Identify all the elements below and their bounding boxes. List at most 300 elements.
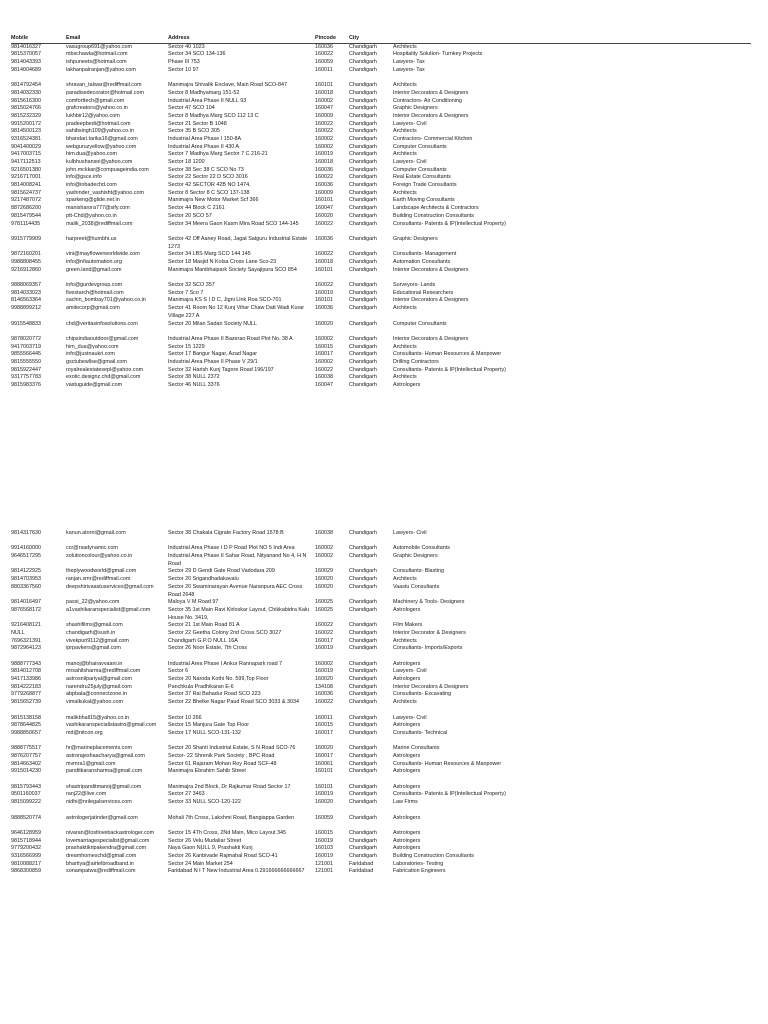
header-mobile: Mobile	[11, 35, 29, 41]
cell-email: him.dua@yahoo.com	[66, 151, 118, 158]
cell-city: Chandigarh	[349, 289, 377, 296]
cell-address: Sector 15 1229	[168, 343, 205, 350]
header-address: Address	[168, 35, 190, 41]
cell-category: Astrologers	[393, 783, 421, 790]
cell-mobile: 9814663402	[11, 760, 41, 767]
cell-pincode: 160038	[315, 374, 333, 381]
cell-mobile: 9417112513	[11, 159, 41, 165]
cell-category: Lawyers- Civil	[393, 159, 427, 165]
cell-mobile: 9814703953	[11, 576, 41, 583]
table-row	[11, 290, 751, 298]
table-row	[11, 82, 751, 90]
cell-pincode: 160019	[315, 668, 333, 675]
cell-pincode: 160018	[315, 258, 333, 265]
cell-city: Chandigarh	[349, 691, 377, 698]
cell-pincode: 160015	[315, 722, 333, 729]
table-row	[11, 661, 751, 669]
cell-address: Sector 15 4Th Cross, 2Nd Main, Mico Layout 345	[168, 829, 287, 836]
cell-email: prashaktikripakendra@gmail.com	[66, 845, 147, 852]
cell-category: Marine Consultants	[393, 745, 440, 752]
cell-pincode: 160103	[315, 845, 333, 852]
cell-address: Manimajra 2nd Block, Dr Rajkumar Road Sector 17	[168, 783, 291, 790]
cell-email: sachin_bombay701@yahoo.co.in	[66, 297, 146, 304]
cell-email: amitecorp@gmail.com	[66, 305, 120, 312]
cell-address: Industrial Area Phase II Phase V 29/1	[168, 358, 258, 365]
cell-category: Architects	[393, 699, 417, 706]
cell-pincode: 160019	[315, 791, 333, 798]
cell-address: Sector 37 Rai Bahadur Road SCO 223	[168, 691, 261, 698]
cell-address: Sector 35 1st Main Ravi Kirloskar Layout, Chikkabidra Kalu House No. 3419,	[168, 606, 310, 621]
table-row	[11, 90, 751, 98]
cell-email: royalrealestatesepl@yahoo.com	[66, 366, 144, 373]
cell-email: nidhi@nrilegalservices.com	[66, 799, 132, 806]
cell-category: Surveyors- Lands	[393, 282, 436, 289]
cell-address: Sector 6	[168, 668, 189, 675]
cell-mobile: 9888775517	[11, 745, 41, 752]
spacer-row	[11, 738, 751, 746]
cell-address: Faridabad N I T New Industrial Area 0.291666666666667	[168, 868, 305, 875]
cell-mobile: 9814012708	[11, 668, 41, 675]
table-row	[11, 359, 751, 367]
table-row	[11, 167, 751, 175]
cell-city: Chandigarh	[349, 374, 377, 381]
cell-mobile: 9216408121	[11, 622, 41, 629]
table-row	[11, 351, 751, 359]
cell-email: vini@mayflowerworldwide.com	[66, 251, 140, 258]
cell-address: Manimajra KS S I D C, Jigni Link Roa SCO-701	[168, 297, 282, 304]
cell-category: Consultants- Blasting	[393, 568, 444, 575]
cell-pincode: 160101	[315, 768, 333, 775]
table-row	[11, 668, 751, 676]
header-city: City	[349, 35, 360, 41]
cell-address: Sector 20 SCO 57	[168, 212, 212, 219]
cell-address: Chandigarh G.P.O NULL 16A	[168, 637, 238, 644]
cell-pincode: 160002	[315, 335, 333, 342]
cell-mobile: 9915200172	[11, 120, 41, 127]
cell-category: Lawyers- Tax	[393, 66, 425, 73]
cell-category: Hospitality Solution- Turnkey Projects	[393, 51, 483, 58]
cell-address: Industrial Area Phase II 430 A	[168, 143, 240, 150]
cell-address: Industrial Area Phase I D P Road Plot NO 5 Indi Area	[168, 545, 295, 552]
cell-category: Building Construction Consultants	[393, 852, 474, 859]
cell-pincode: 160020	[315, 320, 333, 327]
cell-email: pradeepbedi@hotmail.com	[66, 120, 131, 127]
cell-address: Sector 26 Kanbivade Rajmahal Road SCO-41	[168, 852, 278, 859]
cell-address: Manimajra New Motor Market Scf 366	[168, 197, 259, 204]
cell-email: malik_2038@rediffmail.com	[66, 220, 133, 227]
cell-email: vimalkukal@yahoo.com	[66, 699, 124, 706]
table-row	[11, 584, 751, 599]
table-row	[11, 799, 751, 807]
table-row	[11, 753, 751, 761]
cell-email: comforttech@gmail.com	[66, 97, 125, 104]
cell-pincode: 160019	[315, 837, 333, 844]
cell-address: Sector 26 Noor Estate, 7th Cross	[168, 645, 248, 652]
cell-email: manoj@bhairavvaani.in	[66, 660, 123, 667]
cell-city: Chandigarh	[349, 343, 377, 350]
cell-category: Consultants- Imports/Exports	[393, 645, 463, 652]
cell-category: Automation Consultants	[393, 258, 451, 265]
table-row	[11, 730, 751, 738]
table-body-page-1	[11, 44, 751, 390]
cell-city: Chandigarh	[349, 799, 377, 806]
table-row	[11, 861, 751, 869]
cell-city: Chandigarh	[349, 845, 377, 852]
cell-city: Chandigarh	[349, 82, 377, 89]
cell-address: Sector 18 Masjid N Kolsa Cross Lane Sco-23	[168, 258, 277, 265]
header-row	[11, 35, 751, 44]
cell-category: Architects	[393, 374, 417, 381]
cell-address: Sector 8 Sector 8 C SCO 137-138	[168, 189, 250, 196]
cell-mobile: 9501160037	[11, 791, 41, 798]
cell-email: md@nitcon.org	[66, 729, 103, 736]
cell-mobile: 9878644825	[11, 722, 41, 729]
cell-email: shastripanditmanoj@gmail.com	[66, 783, 142, 790]
cell-category: Vaastu Consultants	[393, 583, 440, 590]
cell-pincode: 160022	[315, 174, 333, 181]
cell-pincode: 160018	[315, 89, 333, 96]
cell-address: Sector 7 Madhya Marg Sector 7 C 216-21	[168, 151, 268, 158]
cell-email: a1vashikaranspecialist@gmail.com	[66, 606, 151, 613]
cell-email: info@justnaukri.com	[66, 351, 115, 358]
cell-city: Chandigarh	[349, 606, 377, 613]
table-row	[11, 745, 751, 753]
cell-pincode: 160020	[315, 583, 333, 590]
cell-city: Chandigarh	[349, 43, 377, 50]
table-row	[11, 136, 751, 144]
cell-mobile: 9814500123	[11, 128, 41, 135]
cell-city: Chandigarh	[349, 159, 377, 165]
cell-city: Chandigarh	[349, 128, 377, 135]
cell-category: Graphic Designers	[393, 105, 438, 112]
table-row	[11, 367, 751, 375]
table-row	[11, 144, 751, 152]
cell-pincode: 160022	[315, 128, 333, 135]
cell-pincode: 160022	[315, 699, 333, 706]
cell-city: Chandigarh	[349, 660, 377, 667]
cell-category: Astrologers	[393, 837, 421, 844]
cell-pincode: 160011	[315, 714, 333, 721]
spacer-row	[11, 776, 751, 784]
cell-address: Sector 22 Geetha Colony 2nd Cross SCO 3027	[168, 629, 282, 636]
cell-mobile: 9815624737	[11, 189, 41, 196]
table-row	[11, 190, 751, 198]
cell-pincode: 160002	[315, 97, 333, 104]
cell-email: sonampatwa@rediffmail.com	[66, 868, 136, 875]
cell-mobile: 9868300859	[11, 868, 41, 875]
cell-address: Sector 27 3463	[168, 791, 205, 798]
cell-city: Chandigarh	[349, 59, 377, 66]
cell-email: shashifilms@gmail.com	[66, 622, 123, 629]
cell-pincode: 160009	[315, 189, 333, 196]
cell-email: gsctubewllse@gmail.com	[66, 358, 127, 365]
table-row	[11, 221, 751, 236]
cell-pincode: 160047	[315, 382, 333, 388]
cell-category: Computer Consultants	[393, 320, 447, 327]
cell-mobile: 9815232329	[11, 112, 41, 119]
cell-city: Chandigarh	[349, 599, 377, 606]
cell-mobile: 9217487072	[11, 197, 41, 204]
cell-category: Interior Decorators & Designers	[393, 89, 469, 96]
table-body-page-2	[11, 530, 751, 884]
cell-mobile: 9814043393	[11, 59, 41, 66]
cell-pincode: 134108	[315, 683, 333, 690]
cell-pincode: 160011	[315, 66, 333, 73]
header-pincode: Pincode	[315, 35, 336, 41]
cell-category: Drilling Contractors	[393, 358, 439, 365]
cell-city: Chandigarh	[349, 530, 377, 536]
table-row	[11, 98, 751, 106]
cell-address: Sector 44 Block C 2161	[168, 205, 225, 212]
cell-city: Chandigarh	[349, 676, 377, 683]
cell-email: astrosnilpariyal@gmail.com	[66, 676, 132, 683]
table-row	[11, 645, 751, 653]
cell-pincode: 160036	[315, 235, 333, 242]
spacer-row	[11, 328, 751, 336]
cell-address: Sector 61 Rajaram Mohan Roy Road SCF-48	[168, 760, 277, 767]
cell-pincode: 160059	[315, 814, 333, 821]
spacer-row	[11, 653, 751, 661]
cell-email: vivekpuri9112@gmail.com	[66, 637, 129, 644]
table-row	[11, 676, 751, 684]
cell-city: Chandigarh	[349, 166, 377, 173]
cell-category: Laboratories- Testing	[393, 860, 444, 867]
table-row	[11, 213, 751, 221]
cell-category: Interior Decorator & Designers	[393, 629, 466, 636]
table-row	[11, 282, 751, 290]
table-row	[11, 59, 751, 67]
table-row	[11, 105, 751, 113]
table-row	[11, 622, 751, 630]
cell-category: Lawyers- Civil	[393, 120, 427, 127]
cell-mobile: 9915779909	[11, 235, 41, 242]
cell-mobile: 9417003719	[11, 343, 41, 350]
cell-category: Earth Moving Consultants	[393, 197, 455, 204]
cell-mobile: 9317757783	[11, 374, 41, 381]
cell-category: Astrologers	[393, 676, 421, 683]
cell-category: Astrologers	[393, 768, 421, 775]
cell-email: green.land@gmail.com	[66, 266, 122, 273]
cell-city: Chandigarh	[349, 768, 377, 775]
table-row	[11, 128, 751, 136]
table-row	[11, 51, 751, 59]
cell-pincode: 160019	[315, 151, 333, 158]
header-email: Email	[66, 35, 81, 41]
sheet-page-1	[11, 35, 751, 390]
table-row	[11, 691, 751, 699]
cell-email: vashikaranspecialistastro@gmail.com	[66, 722, 157, 729]
cell-city: Chandigarh	[349, 545, 377, 552]
cell-pincode: 160038	[315, 530, 333, 536]
cell-email: theplywoodworld@gmail.com	[66, 568, 137, 575]
cell-address: Sector 15 Manjura Gate Top Floor	[168, 722, 250, 729]
cell-mobile: 9041400029	[11, 143, 41, 150]
cell-city: Chandigarh	[349, 714, 377, 721]
cell-pincode: 160017	[315, 637, 333, 644]
cell-address: Sector 20 Milan Sadan Society NULL	[168, 320, 257, 327]
cell-city: Chandigarh	[349, 745, 377, 752]
cell-pincode: 160017	[315, 729, 333, 736]
cell-email: narendru25july@gmail.com	[66, 683, 132, 690]
table-row	[11, 121, 751, 129]
cell-category: Fabrication Engineers	[393, 868, 446, 875]
cell-category: Consultants- Excavating	[393, 691, 452, 698]
cell-city: Chandigarh	[349, 583, 377, 590]
cell-email: chipsindiaoutdoor@gmail.com	[66, 335, 139, 342]
cell-city: Chandigarh	[349, 320, 377, 327]
table-row	[11, 267, 751, 282]
table-row	[11, 868, 751, 883]
cell-category: Architects	[393, 151, 417, 158]
cell-email: passi_22@yahoo.com	[66, 599, 120, 606]
cell-category: Astrologers	[393, 845, 421, 852]
cell-email: ranjan.smr@rediffmail.com	[66, 576, 131, 583]
cell-address: Sector 46 NULL 3376	[168, 382, 220, 388]
cell-email: lukhbir12@yahoo.com	[66, 112, 120, 119]
table-row	[11, 67, 751, 75]
cell-pincode: 160101	[315, 266, 333, 273]
cell-address: Sector 38 Chakala Cigrate Factory Road 1578 B	[168, 530, 284, 536]
cell-pincode: 160047	[315, 205, 333, 212]
cell-mobile: 9815138158	[11, 714, 41, 721]
cell-email: astrologerjatinder@gmail.com	[66, 814, 138, 821]
cell-mobile: 9915548833	[11, 320, 41, 327]
cell-category: Architects	[393, 576, 417, 583]
cell-mobile: 8146563364	[11, 297, 41, 304]
table-row	[11, 791, 751, 799]
table-row	[11, 599, 751, 607]
table-row	[11, 251, 751, 259]
cell-category: Graphic Designers	[393, 553, 438, 560]
cell-pincode: 160018	[315, 159, 333, 165]
cell-city: Chandigarh	[349, 97, 377, 104]
cell-email: ranj22@live.com	[66, 791, 107, 798]
table-row	[11, 374, 751, 382]
cell-address: Manimajra Ebrahim Sahib Street	[168, 768, 246, 775]
cell-category: Consultants- Human Resources & Manpower	[393, 760, 502, 767]
cell-email: solutioncolour@yahoo.co.in	[66, 553, 133, 560]
cell-city: Chandigarh	[349, 266, 377, 273]
cell-category: Astrologers	[393, 606, 421, 613]
cell-pincode: 160022	[315, 282, 333, 289]
cell-address: Sector 24 Main Market 254	[168, 860, 233, 867]
cell-address: Industrial Area Phase II NULL 93	[168, 97, 247, 104]
cell-pincode: 160022	[315, 251, 333, 258]
cell-category: Architects	[393, 82, 417, 89]
table-row	[11, 336, 751, 344]
cell-category: Architects	[393, 43, 417, 50]
cell-mobile: 9814792454	[11, 82, 41, 89]
cell-email: ccr@rsadynamic.com	[66, 545, 118, 552]
cell-mobile: 9216501380	[11, 166, 41, 173]
cell-city: Chandigarh	[349, 576, 377, 583]
cell-mobile: 9872160201	[11, 251, 41, 258]
cell-pincode: 160002	[315, 545, 333, 552]
cell-category: Astrologers	[393, 829, 421, 836]
cell-email: sahibsingh109@yahoo.co.in	[66, 128, 134, 135]
table-row	[11, 830, 751, 838]
cell-mobile: 9815616300	[11, 97, 41, 104]
cell-category: Computer Consultants	[393, 143, 447, 150]
cell-city: Chandigarh	[349, 637, 377, 644]
cell-pincode: 160101	[315, 197, 333, 204]
table-row	[11, 761, 751, 769]
spacer-row	[11, 538, 751, 546]
cell-city: Chandigarh	[349, 622, 377, 629]
cell-address: Sector 42 Off Aaney Road, Jagat Satguru Industrial Estate 1273	[168, 235, 308, 250]
cell-category: Consultants- Patents & IP(Intellectual Property)	[393, 791, 506, 798]
cell-email: info@gsce.info	[66, 174, 102, 181]
cell-pincode: 160036	[315, 166, 333, 173]
cell-pincode: 160036	[315, 305, 333, 312]
cell-city: Chandigarh	[349, 212, 377, 219]
cell-city: Faridabad	[349, 868, 374, 875]
cell-email: astrorajeshaacharya@gmail.com	[66, 753, 145, 759]
cell-mobile: 9915014230	[11, 768, 41, 775]
cell-mobile: 9814033023	[11, 289, 41, 296]
cell-email: hr@marineplacements.com	[66, 745, 132, 752]
cell-category: Consultants- Management	[393, 251, 457, 258]
table-row	[11, 784, 751, 792]
cell-pincode: 160002	[315, 553, 333, 560]
cell-category: Contractors- Commercial Kitchen	[393, 135, 473, 142]
table-row	[11, 530, 751, 538]
cell-city: Chandigarh	[349, 135, 377, 142]
cell-email: info@nfiautomation.org	[66, 258, 122, 265]
cell-city: Chandigarh	[349, 852, 377, 859]
cell-category: Law Firms	[393, 799, 418, 806]
cell-pincode: 160020	[315, 212, 333, 219]
cell-email: dreamhomeschd@gmail.com	[66, 852, 137, 859]
table-row	[11, 236, 751, 251]
cell-email: mvmra1@gmail.com	[66, 760, 116, 767]
cell-mobile: 9781114435	[11, 220, 41, 227]
cell-pincode: 160022	[315, 120, 333, 127]
cell-email: malikbhall15@yahoo.co.in	[66, 714, 130, 721]
cell-category: Astrologers	[393, 382, 421, 388]
cell-address: Sector 29 D Gendi Gate Road Vadodara 209	[168, 568, 275, 575]
table-row	[11, 151, 751, 159]
cell-email: vastuguide@gmail.com	[66, 382, 123, 388]
table-row	[11, 553, 751, 568]
cell-pincode: 160047	[315, 105, 333, 112]
cell-address: Sector 17 Bangur Nagar, Azad Nagar	[168, 351, 257, 358]
cell-pincode: 160022	[315, 629, 333, 636]
cell-email: kanun.atorni@gmail.com	[66, 530, 126, 536]
cell-mobile: 9815479544	[11, 212, 41, 219]
cell-address: Industrial Area Phase II Bazerao Road Plot No. 38 A	[168, 335, 293, 342]
cell-mobile: 9914160000	[11, 545, 41, 552]
table-row	[11, 159, 751, 167]
cell-address: Mohali 7th Cross, Lakshmi Road, Bangiappa Garden	[168, 814, 295, 821]
cell-address: Industrial Area Phase II Sahar Road, Nityanand No 4, H N Road	[168, 553, 307, 567]
cell-email: lakhanpalranjan@yahoo.com	[66, 66, 136, 73]
cell-pincode: 160025	[315, 599, 333, 606]
cell-city: Chandigarh	[349, 760, 377, 767]
cell-pincode: 160002	[315, 135, 333, 142]
cell-email: ptt-Chd@yahoo.co.in	[66, 212, 117, 219]
table-row	[11, 576, 751, 584]
cell-city: Chandigarh	[349, 753, 377, 759]
cell-address: Maloya V M Road 97	[168, 599, 219, 606]
cell-address: Sector 34 LBS Marg SCO 144 145	[168, 251, 251, 258]
cell-pincode: 160002	[315, 358, 333, 365]
cell-category: Foreign Trade Consultants	[393, 182, 457, 189]
cell-city: Chandigarh	[349, 305, 377, 312]
cell-mobile: 9814122925	[11, 568, 41, 575]
cell-city: Faridabad	[349, 860, 374, 867]
cell-pincode: 121001	[315, 860, 333, 867]
